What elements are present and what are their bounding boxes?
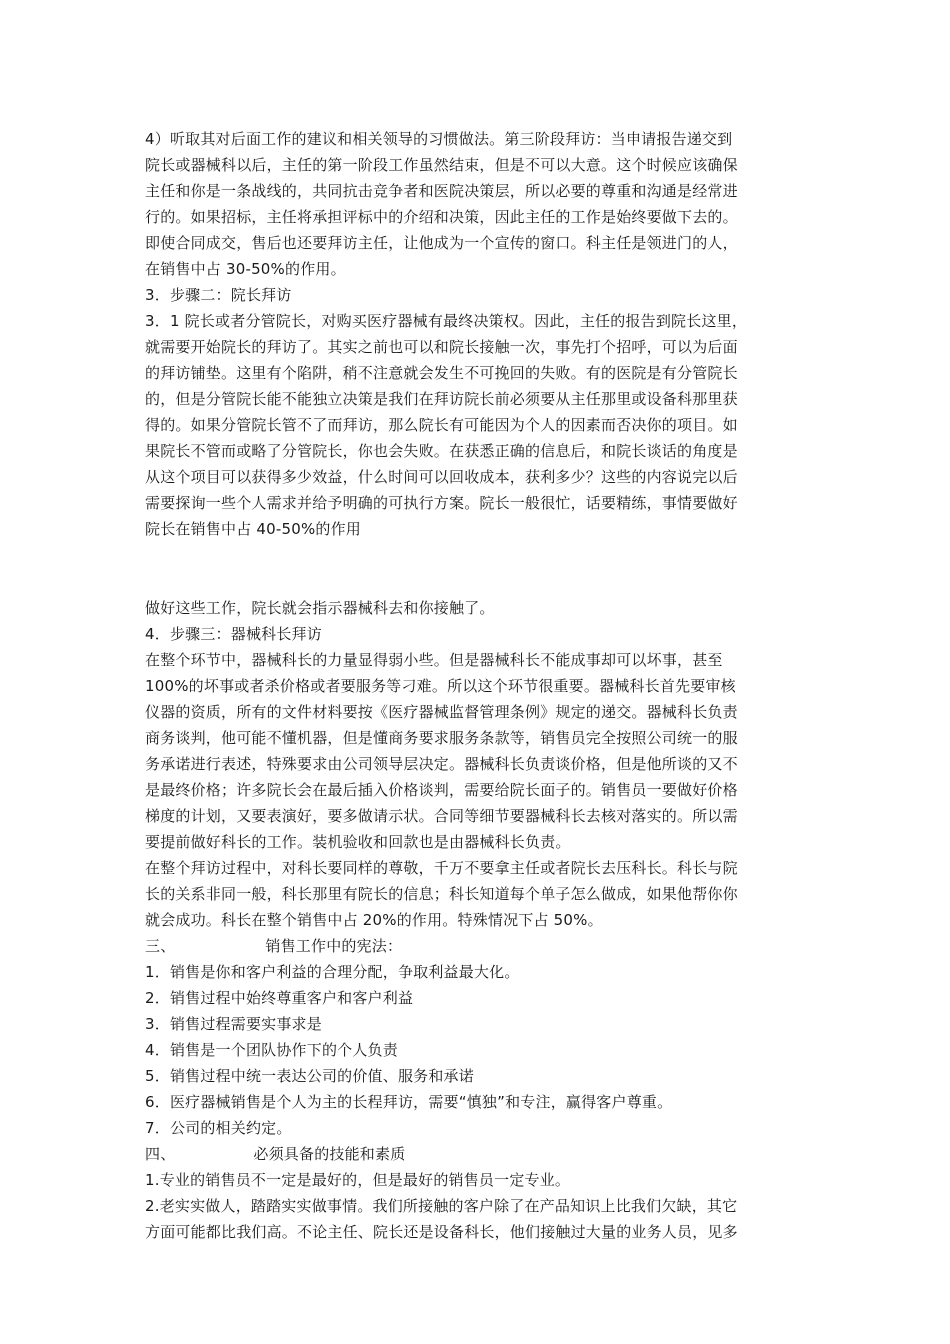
text-line: 需要探询一些个人需求并给予明确的可执行方案。院长一般很忙，话要精练，事情要做好 xyxy=(145,494,738,512)
step-heading: 4．步骤三：器械科长拜访 xyxy=(145,625,322,643)
list-item: 1．销售是你和客户利益的合理分配，争取利益最大化。 xyxy=(145,963,520,981)
list-item: 7．公司的相关约定。 xyxy=(145,1119,292,1137)
text-line: 做好这些工作，院长就会指示器械科去和你接触了。 xyxy=(145,599,495,617)
paragraph-block-1 xyxy=(145,126,810,542)
text-line: 在整个环节中，器械科长的力量显得弱小些。但是器械科长不能成事却可以坏事，甚至 xyxy=(145,651,723,669)
text-line: 务承诺进行表述，特殊要求由公司领导层决定。器械科长负责谈价格，但是他所谈的又不 xyxy=(145,755,738,773)
text-line: 就会成功。科长在整个销售中占 20%的作用。特殊情况下占 50%。 xyxy=(145,911,603,929)
list-item: 3．销售过程需要实事求是 xyxy=(145,1015,322,1033)
text-line: 3．1 院长或者分管院长，对购买医疗器械有最终决策权。因此，主任的报告到院长这里， xyxy=(145,312,748,330)
text-line: 在整个拜访过程中，对科长要同样的尊敬，千万不要拿主任或者院长去压科长。科长与院 xyxy=(145,859,738,877)
text-line: 仪器的资质，所有的文件材料要按《医疗器械监督管理条例》规定的递交。器械科长负责 xyxy=(145,703,738,721)
text-line: 长的关系非同一般，科长那里有院长的信息；科长知道每个单子怎么做成，如果他帮你你 xyxy=(145,885,738,903)
list-item: 6．医疗器械销售是个人为主的长程拜访，需要“慎独”和专注，赢得客户尊重。 xyxy=(145,1093,673,1111)
text-line: 院长或器械科以后，主任的第一阶段工作虽然结束，但是不可以大意。这个时候应该确保 xyxy=(145,156,738,174)
list-item: 5．销售过程中统一表达公司的价值、服务和承诺 xyxy=(145,1067,474,1085)
text-line: 即使合同成交，售后也还要拜访主任，让他成为一个宣传的窗口。科主任是领进门的人， xyxy=(145,234,738,252)
text-line: 从这个项目可以获得多少效益，什么时间可以回收成本，获利多少？这些的内容说完以后 xyxy=(145,468,738,486)
section-heading-3 xyxy=(145,933,810,959)
section-number: 四、 xyxy=(145,1145,176,1163)
text-line: 100%的坏事或者杀价格或者要服务等刁难。所以这个环节很重要。器械科长首先要审核 xyxy=(145,677,736,695)
section-number: 三、 xyxy=(145,937,176,955)
text-line: 要提前做好科长的工作。装机验收和回款也是由器械科长负责。 xyxy=(145,833,571,851)
section-heading-4 xyxy=(145,1141,810,1167)
text-line: 院长在销售中占 40-50%的作用 xyxy=(145,520,362,538)
list-item: 2.老实实做人，踏踏实实做事情。我们所接触的客户除了在产品知识上比我们欠缺，其它 xyxy=(145,1197,738,1215)
text-line: 方面可能都比我们高。不论主任、院长还是设备科长，他们接触过大量的业务人员，见多 xyxy=(145,1223,738,1241)
text-line: 的拜访铺垫。这里有个陷阱，稍不注意就会发生不可挽回的失败。有的医院是有分管院长 xyxy=(145,364,738,382)
text-line: 行的。如果招标，主任将承担评标中的介绍和决策，因此主任的工作是始终要做下去的。 xyxy=(145,208,738,226)
text-line: 在销售中占 30-50%的作用。 xyxy=(145,260,346,278)
list-item: 2．销售过程中始终尊重客户和客户利益 xyxy=(145,989,414,1007)
step-heading: 3．步骤二：院长拜访 xyxy=(145,286,292,304)
text-line: 商务谈判，他可能不懂机器，但是懂商务要求服务条款等，销售员完全按照公司统一的服 xyxy=(145,729,738,747)
text-line: 得的。如果分管院长管不了而拜访，那么院长有可能因为个人的因素而否决你的项目。如 xyxy=(145,416,738,434)
text-line: 的，但是分管院长能不能独立决策是我们在拜访院长前必须要从主任那里或设备科那里获 xyxy=(145,390,738,408)
list-item: 1.专业的销售员不一定是最好的，但是最好的销售员一定专业。 xyxy=(145,1171,571,1189)
text-line: 是最终价格；许多院长会在最后插入价格谈判，需要给院长面子的。销售员一要做好价格 xyxy=(145,781,738,799)
text-line: 主任和你是一条战线的，共同抗击竞争者和医院决策层，所以必要的尊重和沟通是经常进 xyxy=(145,182,738,200)
text-line: 果院长不管而或略了分管院长，你也会失败。在获悉正确的信息后，和院长谈话的角度是 xyxy=(145,442,738,460)
section-title: 必须具备的技能和素质 xyxy=(253,1145,406,1163)
text-line: 就需要开始院长的拜访了。其实之前也可以和院长接触一次，事先打个招呼，可以为后面 xyxy=(145,338,738,356)
section-title: 销售工作中的宪法： xyxy=(265,937,403,955)
text-line: 4）听取其对后面工作的建议和相关领导的习惯做法。第三阶段拜访：当申请报告递交到 xyxy=(145,130,733,148)
paragraph-block-2 xyxy=(145,595,810,1245)
text-line: 梯度的计划，又要表演好，要多做请示状。合同等细节要器械科长去核对落实的。所以需 xyxy=(145,807,738,825)
list-item: 4．销售是一个团队协作下的个人负责 xyxy=(145,1041,398,1059)
